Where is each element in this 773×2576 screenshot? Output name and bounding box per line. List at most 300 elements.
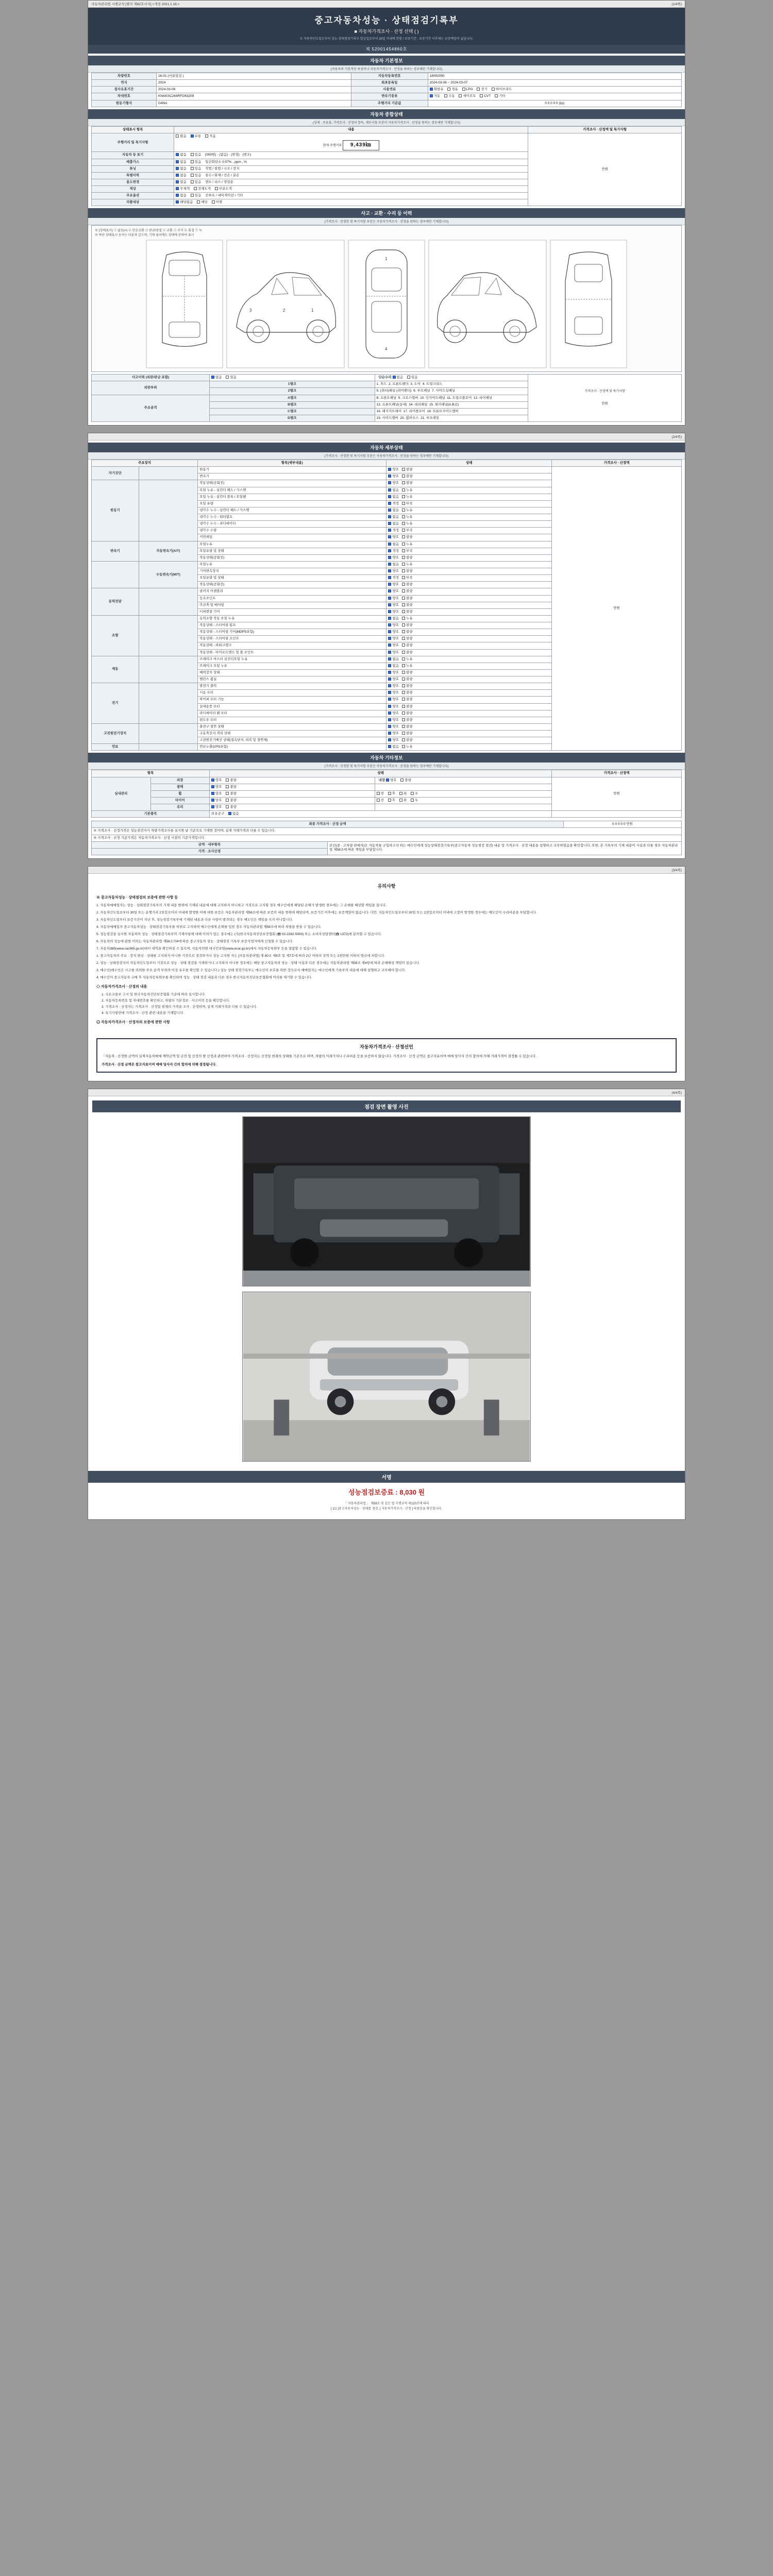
checkbox-icon[interactable]: [176, 160, 179, 163]
detail-status-option[interactable]: 누유: [402, 664, 413, 668]
overall-opt-0-1[interactable]: 보통: [191, 134, 201, 139]
overall-opt-3-1[interactable]: 있음: [191, 167, 201, 171]
checkbox-icon[interactable]: [402, 610, 405, 613]
overall-opt-8-1[interactable]: 해당: [197, 200, 208, 205]
wheel-pos-3[interactable]: 우: [411, 792, 418, 796]
accident-opt-1[interactable]: 있음: [226, 376, 237, 380]
checkbox-icon[interactable]: [388, 563, 391, 566]
detail-status-option[interactable]: 누유: [402, 522, 413, 526]
checkbox-icon[interactable]: [402, 543, 405, 546]
detail-status-option[interactable]: 없음: [388, 664, 399, 668]
checkbox-icon[interactable]: [462, 88, 465, 91]
detail-status-option[interactable]: 누유: [402, 657, 413, 662]
detail-status-option[interactable]: 없음: [388, 563, 399, 567]
overall-opt-6-2[interactable]: 부분도색: [215, 187, 232, 191]
checkbox-icon[interactable]: [176, 134, 179, 138]
detail-status-option[interactable]: 불량: [402, 589, 413, 594]
checkbox-icon[interactable]: [388, 698, 391, 701]
checkbox-icon[interactable]: [388, 711, 391, 715]
detail-status-option[interactable]: 불량: [402, 725, 413, 729]
detail-status-option[interactable]: 누유: [402, 617, 413, 621]
checkbox-icon[interactable]: [194, 187, 197, 190]
checkbox-icon[interactable]: [402, 481, 405, 484]
checkbox-icon[interactable]: [402, 529, 405, 532]
checkbox-icon[interactable]: [176, 167, 179, 170]
checkbox-icon[interactable]: [388, 643, 391, 647]
detail-status-option[interactable]: 부족: [402, 529, 413, 533]
checkbox-icon[interactable]: [388, 495, 391, 498]
detail-status-option[interactable]: 양호: [388, 738, 399, 742]
trans-option-1[interactable]: 수동: [444, 94, 455, 98]
checkbox-icon[interactable]: [197, 200, 200, 204]
others-opt-0-1[interactable]: 불량: [226, 778, 237, 783]
checkbox-icon[interactable]: [388, 522, 391, 525]
checkbox-icon[interactable]: [388, 502, 391, 505]
detail-status-option[interactable]: 불량: [402, 569, 413, 573]
checkbox-icon[interactable]: [388, 597, 391, 600]
simple-repair-opt-0[interactable]: 없음: [393, 376, 404, 380]
checkbox-icon[interactable]: [402, 589, 405, 592]
detail-status-option[interactable]: 양호: [388, 468, 399, 472]
detail-status-option[interactable]: 불량: [402, 711, 413, 716]
checkbox-icon[interactable]: [388, 671, 391, 674]
trans-option-2[interactable]: 세미오토: [459, 94, 476, 98]
detail-item-label: 브레이크 오일 누유: [198, 663, 386, 669]
detail-status-option[interactable]: 불량: [402, 651, 413, 655]
checkbox-icon[interactable]: [388, 630, 391, 633]
checkbox-icon[interactable]: [402, 671, 405, 674]
checkbox-icon[interactable]: [226, 376, 229, 379]
checkbox-icon[interactable]: [492, 88, 495, 91]
checkbox-icon[interactable]: [495, 94, 498, 97]
checkbox-icon[interactable]: [388, 576, 391, 579]
table-row: [92, 841, 682, 848]
detail-status-option[interactable]: 부족: [402, 576, 413, 580]
detail-status-option[interactable]: 불량: [402, 610, 413, 614]
tools-opt-none[interactable]: 없음: [228, 812, 239, 816]
detail-status-option[interactable]: 없음: [388, 515, 399, 519]
checkbox-icon[interactable]: [430, 88, 433, 91]
checkbox-icon[interactable]: [402, 657, 405, 660]
overall-opt-7-1[interactable]: 있음: [191, 194, 201, 198]
others-opts2-0: [375, 777, 552, 784]
checkbox-icon[interactable]: [176, 194, 179, 197]
detail-status-option[interactable]: 적정: [388, 502, 399, 506]
overall-opt-1-0[interactable]: 없음: [176, 153, 187, 157]
checkbox-icon[interactable]: [411, 792, 414, 795]
checkbox-icon[interactable]: [176, 174, 179, 177]
checkbox-icon[interactable]: [402, 698, 405, 701]
others-opt-3-0[interactable]: 양호: [211, 799, 222, 803]
detail-status-option[interactable]: 불량: [402, 671, 413, 675]
checkbox-icon[interactable]: [402, 603, 405, 606]
checkbox-icon[interactable]: [388, 799, 391, 802]
detail-status-option[interactable]: 적정: [388, 549, 399, 553]
checkbox-icon[interactable]: [191, 134, 194, 138]
checkbox-icon[interactable]: [477, 88, 480, 91]
checkbox-icon[interactable]: [226, 785, 229, 788]
detail-status-option[interactable]: 누유: [402, 515, 413, 519]
detail-status-option[interactable]: 양호: [388, 583, 399, 587]
overall-item-value-1: [174, 152, 528, 159]
checkbox-icon[interactable]: [388, 718, 391, 721]
checkbox-icon[interactable]: [402, 623, 405, 626]
checkbox-icon[interactable]: [402, 705, 405, 708]
checkbox-icon[interactable]: [388, 529, 391, 532]
checkbox-icon[interactable]: [388, 481, 391, 484]
detail-status-option[interactable]: 누유: [402, 488, 413, 493]
detail-status-option[interactable]: 누유: [402, 495, 413, 499]
trans-option-4[interactable]: 기타: [495, 94, 506, 98]
detail-status-option[interactable]: 없음: [388, 509, 399, 513]
overall-opt-3-0[interactable]: 없음: [176, 167, 187, 171]
detail-status-option[interactable]: 없음: [388, 745, 399, 749]
detail-status-option[interactable]: 불량: [402, 623, 413, 628]
detail-status-option[interactable]: 양호: [388, 684, 399, 688]
fuel-option-2[interactable]: LPG: [462, 88, 473, 92]
checkbox-icon[interactable]: [215, 187, 218, 190]
checkbox-icon[interactable]: [402, 522, 405, 525]
checkbox-icon[interactable]: [388, 657, 391, 660]
detail-status-option[interactable]: 불량: [402, 732, 413, 736]
simple-repair-cell: [375, 375, 528, 381]
detail-status-option[interactable]: 불량: [402, 535, 413, 539]
checkbox-icon[interactable]: [388, 515, 391, 518]
checkbox-icon[interactable]: [388, 583, 391, 586]
checkbox-icon[interactable]: [388, 623, 391, 626]
checkbox-icon[interactable]: [388, 792, 391, 795]
detail-status-option[interactable]: 양호: [388, 732, 399, 736]
checkbox-icon[interactable]: [402, 569, 405, 572]
detail-status-option[interactable]: 양호: [388, 474, 399, 479]
others-opt-2-1[interactable]: 불량: [226, 792, 237, 796]
trans-option-0[interactable]: 자동: [430, 94, 441, 98]
notice-item: 4. 자동차매매업자 중고자동차성능 · 상태점검기록부를 허위로 고지하여 매수인에게 손해를 입힌 경우 자동차관리법 제58조에 따라 처벌을 받을 수 있습니다.: [96, 925, 322, 929]
checkbox-icon[interactable]: [211, 805, 214, 808]
checkbox-icon[interactable]: [388, 474, 391, 478]
overall-extra-1: (000원) · (없음) · (변경) · (변조): [205, 153, 251, 157]
checkbox-icon[interactable]: [399, 799, 402, 802]
checkbox-icon[interactable]: [388, 535, 391, 538]
detail-status-option[interactable]: 불량: [402, 738, 413, 742]
checkbox-icon[interactable]: [407, 376, 410, 379]
checkbox-icon[interactable]: [212, 200, 215, 204]
checkbox-icon[interactable]: [211, 376, 214, 379]
overall-opt-2-0[interactable]: 없음: [176, 160, 187, 164]
detail-status-option[interactable]: 불량: [402, 630, 413, 634]
checkbox-icon[interactable]: [402, 691, 405, 694]
fuel-option-4[interactable]: 하이브리드: [492, 88, 512, 92]
detail-status-option[interactable]: 양호: [388, 630, 399, 634]
checkbox-icon[interactable]: [176, 187, 179, 190]
checkbox-icon[interactable]: [402, 474, 405, 478]
overall-opt-7-0[interactable]: 없음: [176, 194, 187, 198]
checkbox-icon[interactable]: [402, 732, 405, 735]
others-opt-1-1[interactable]: 불량: [226, 785, 237, 789]
checkbox-icon[interactable]: [402, 617, 405, 620]
checkbox-icon[interactable]: [402, 509, 405, 512]
detail-status-option[interactable]: 누유: [402, 563, 413, 567]
others-opt-1-0[interactable]: 양호: [211, 785, 222, 789]
tire-pos-1[interactable]: 후: [388, 799, 395, 803]
checkbox-icon[interactable]: [388, 745, 391, 748]
overall-opt-8-2[interactable]: 이행: [212, 200, 223, 205]
detail-status-option[interactable]: 양호: [388, 569, 399, 573]
checkbox-icon[interactable]: [226, 805, 229, 808]
detail-item-label: 오일누유: [198, 561, 386, 568]
overall-opt-8-0[interactable]: 해당없음: [176, 200, 193, 205]
detail-status-option[interactable]: 불량: [402, 684, 413, 688]
checkbox-icon[interactable]: [388, 589, 391, 592]
checkbox-icon[interactable]: [402, 711, 405, 715]
detail-status-option[interactable]: 양호: [388, 698, 399, 702]
detail-status-option[interactable]: 불량: [402, 698, 413, 702]
detail-status-option[interactable]: 불량: [402, 474, 413, 479]
overall-opt-0-0[interactable]: 많음: [176, 134, 187, 139]
checkbox-icon[interactable]: [402, 563, 405, 566]
checkbox-icon[interactable]: [191, 160, 194, 163]
others-opt2-0-1[interactable]: 불량: [400, 778, 411, 783]
checkbox-icon[interactable]: [211, 778, 214, 782]
detail-status-option[interactable]: 양호: [388, 610, 399, 614]
checkbox-icon[interactable]: [402, 515, 405, 518]
checkbox-icon[interactable]: [388, 664, 391, 667]
checkbox-icon[interactable]: [402, 651, 405, 654]
checkbox-icon[interactable]: [480, 94, 483, 97]
checkbox-icon[interactable]: [402, 502, 405, 505]
others-opt-2-0[interactable]: 양호: [211, 792, 222, 796]
checkbox-icon[interactable]: [228, 812, 231, 815]
detail-status-option[interactable]: 누유: [402, 745, 413, 749]
detail-status-option[interactable]: 양호: [388, 623, 399, 628]
overall-opt-6-0[interactable]: 무채색: [176, 187, 190, 191]
checkbox-icon[interactable]: [402, 745, 405, 748]
checkbox-icon[interactable]: [377, 799, 380, 802]
overall-opt-4-0[interactable]: 없음: [176, 174, 187, 178]
others-opt-0-0[interactable]: 양호: [211, 778, 222, 783]
overall-opt-5-0[interactable]: 없음: [176, 180, 187, 184]
detail-status-option[interactable]: 부족: [402, 502, 413, 506]
checkbox-icon[interactable]: [388, 691, 391, 694]
others-opt2-0-0[interactable]: 양호: [386, 778, 397, 783]
checkbox-icon[interactable]: [388, 677, 391, 681]
detail-status-option[interactable]: 누유: [402, 543, 413, 547]
detail-item-status: [386, 622, 552, 629]
detail-status-option[interactable]: 없음: [388, 617, 399, 621]
wheel-pos-1[interactable]: 후: [388, 792, 395, 796]
detail-status-option[interactable]: 불량: [402, 643, 413, 648]
detail-status-option[interactable]: 양호: [388, 481, 399, 485]
checkbox-icon[interactable]: [402, 637, 405, 640]
tire-pos-3[interactable]: 우: [411, 799, 418, 803]
detail-status-option[interactable]: 양호: [388, 718, 399, 722]
detail-item-label: 클러치 어셈블리: [198, 588, 386, 595]
others-opt-3-1[interactable]: 불량: [226, 799, 237, 803]
overall-opt-5-1[interactable]: 있음: [191, 180, 201, 184]
checkbox-icon[interactable]: [388, 725, 391, 728]
checkbox-icon[interactable]: [402, 468, 405, 471]
overall-opt-2-1[interactable]: 있음: [191, 160, 201, 164]
checkbox-icon[interactable]: [388, 738, 391, 741]
tire-pos-2[interactable]: 좌: [399, 799, 407, 803]
overall-opt-0-2[interactable]: 적음: [205, 134, 216, 139]
checkbox-icon[interactable]: [191, 180, 194, 183]
detail-status-option[interactable]: 양호: [388, 725, 399, 729]
detail-status-option[interactable]: 불량: [402, 718, 413, 722]
checkbox-icon[interactable]: [191, 174, 194, 177]
checkbox-icon[interactable]: [211, 792, 214, 795]
detail-status-option[interactable]: 양호: [388, 651, 399, 655]
checkbox-icon[interactable]: [402, 677, 405, 681]
detail-note-cell: 만원: [552, 467, 682, 751]
checkbox-icon[interactable]: [402, 630, 405, 633]
checkbox-icon[interactable]: [400, 778, 404, 782]
others-extra-label: 기본품목: [92, 811, 210, 818]
detail-item-label: 연료누출(LPG포함): [198, 744, 386, 751]
checkbox-icon[interactable]: [388, 556, 391, 559]
detail-status-option[interactable]: 불량: [402, 677, 413, 682]
detail-status-option[interactable]: 부족: [402, 549, 413, 553]
detail-status-option[interactable]: 불량: [402, 583, 413, 587]
overall-opt-4-1[interactable]: 있음: [191, 174, 201, 178]
checkbox-icon[interactable]: [402, 718, 405, 721]
detail-status-option[interactable]: 없음: [388, 522, 399, 526]
fuel-option-1[interactable]: 경유: [447, 88, 458, 92]
checkbox-icon[interactable]: [388, 603, 391, 606]
checkbox-icon[interactable]: [388, 617, 391, 620]
checkbox-icon[interactable]: [176, 153, 179, 156]
wheel-pos-2[interactable]: 좌: [399, 792, 407, 796]
checkbox-icon[interactable]: [211, 799, 214, 802]
checkbox-icon[interactable]: [447, 88, 450, 91]
fuel-option-3[interactable]: 전기: [477, 88, 488, 92]
detail-status-option[interactable]: 없음: [388, 657, 399, 662]
overall-opt-1-1[interactable]: 있음: [191, 153, 201, 157]
checkbox-icon[interactable]: [226, 778, 229, 782]
checkbox-icon[interactable]: [388, 549, 391, 552]
detail-status-option[interactable]: 적정: [388, 529, 399, 533]
detail-status-option[interactable]: 양호: [388, 535, 399, 539]
accident-opt-0[interactable]: 없음: [211, 376, 222, 380]
checkbox-icon[interactable]: [402, 738, 405, 741]
checkbox-icon[interactable]: [191, 194, 194, 197]
simple-repair-opt-1[interactable]: 있음: [407, 376, 418, 380]
checkbox-icon[interactable]: [176, 180, 179, 183]
detail-status-option[interactable]: 불량: [402, 603, 413, 607]
detail-status-option[interactable]: 없음: [388, 488, 399, 493]
checkbox-icon[interactable]: [205, 134, 208, 138]
checkbox-icon[interactable]: [388, 509, 391, 512]
checkbox-icon[interactable]: [211, 785, 214, 788]
checkbox-icon[interactable]: [399, 792, 402, 795]
checkbox-icon[interactable]: [393, 376, 396, 379]
checkbox-icon[interactable]: [388, 651, 391, 654]
detail-status-option[interactable]: 불량: [402, 481, 413, 485]
detail-status-option[interactable]: 없음: [388, 543, 399, 547]
checkbox-icon[interactable]: [388, 468, 391, 471]
checkbox-icon[interactable]: [191, 167, 194, 170]
checkbox-icon[interactable]: [430, 94, 433, 97]
checkbox-icon[interactable]: [388, 684, 391, 687]
detail-status-option[interactable]: 양호: [388, 597, 399, 601]
checkbox-icon[interactable]: [402, 597, 405, 600]
trans-option-3[interactable]: CVT: [480, 94, 491, 98]
basic-label2-1: 최초등록일: [351, 80, 428, 87]
detail-status-option[interactable]: 불량: [402, 556, 413, 560]
checkbox-icon[interactable]: [402, 664, 405, 667]
detail-status-option[interactable]: 양호: [388, 637, 399, 641]
checkbox-icon[interactable]: [402, 495, 405, 498]
wheel-pos-0[interactable]: 전: [377, 792, 384, 796]
detail-item-label: 냉각수 수량: [198, 528, 386, 534]
checkbox-icon[interactable]: [388, 732, 391, 735]
detail-status-option[interactable]: 양호: [388, 603, 399, 607]
checkbox-icon[interactable]: [411, 799, 414, 802]
detail-item-status: [386, 737, 552, 744]
detail-status-option[interactable]: 양호: [388, 643, 399, 648]
final-price-table: [91, 821, 682, 855]
checkbox-icon[interactable]: [388, 637, 391, 640]
detail-status-option[interactable]: 양호: [388, 711, 399, 716]
detail-status-option[interactable]: 양호: [388, 677, 399, 682]
detail-status-option[interactable]: 양호: [388, 671, 399, 675]
checkbox-icon[interactable]: [191, 153, 194, 156]
checkbox-icon[interactable]: [226, 792, 229, 795]
detail-status-option[interactable]: 양호: [388, 556, 399, 560]
checkbox-icon[interactable]: [388, 569, 391, 572]
detail-status-option[interactable]: 적정: [388, 576, 399, 580]
detail-status-option[interactable]: 양호: [388, 691, 399, 695]
detail-status-option[interactable]: 없음: [388, 495, 399, 499]
checkbox-icon[interactable]: [402, 684, 405, 687]
checkbox-icon[interactable]: [386, 778, 389, 782]
checkbox-icon[interactable]: [402, 576, 405, 579]
detail-status-option[interactable]: 불량: [402, 691, 413, 695]
detail-status-option[interactable]: 양호: [388, 705, 399, 709]
tire-pos-0[interactable]: 전: [377, 799, 384, 803]
overall-opt-6-1[interactable]: 전체도색: [194, 187, 211, 191]
parts-rank-0: 1랭크: [210, 381, 375, 388]
checkbox-icon[interactable]: [459, 94, 462, 97]
detail-status-option[interactable]: 불량: [402, 468, 413, 472]
others-opt-4-0[interactable]: 양호: [211, 805, 222, 809]
checkbox-icon[interactable]: [402, 535, 405, 538]
checkbox-icon[interactable]: [388, 488, 391, 492]
checkbox-icon[interactable]: [388, 705, 391, 708]
checkbox-icon[interactable]: [388, 610, 391, 613]
detail-item-status: [386, 487, 552, 494]
final-price-amount: 0 0 0 0 0 만원: [564, 821, 682, 828]
checkbox-icon[interactable]: [388, 543, 391, 546]
detail-status-option[interactable]: 양호: [388, 589, 399, 594]
checkbox-icon[interactable]: [402, 583, 405, 586]
checkbox-icon[interactable]: [402, 488, 405, 492]
checkbox-icon[interactable]: [402, 549, 405, 552]
detail-status-option[interactable]: 불량: [402, 637, 413, 641]
checkbox-icon[interactable]: [402, 643, 405, 647]
checkbox-icon[interactable]: [176, 200, 179, 204]
detail-status-option[interactable]: 불량: [402, 705, 413, 709]
checkbox-icon[interactable]: [402, 725, 405, 728]
checkbox-icon[interactable]: [377, 792, 380, 795]
checkbox-icon[interactable]: [444, 94, 447, 97]
checkbox-icon[interactable]: [402, 556, 405, 559]
detail-status-option[interactable]: 누유: [402, 509, 413, 513]
others-opt-4-1[interactable]: 불량: [226, 805, 237, 809]
fuel-option-0[interactable]: 휘발유: [430, 88, 444, 92]
detail-status-option[interactable]: 불량: [402, 597, 413, 601]
checkbox-icon[interactable]: [226, 799, 229, 802]
